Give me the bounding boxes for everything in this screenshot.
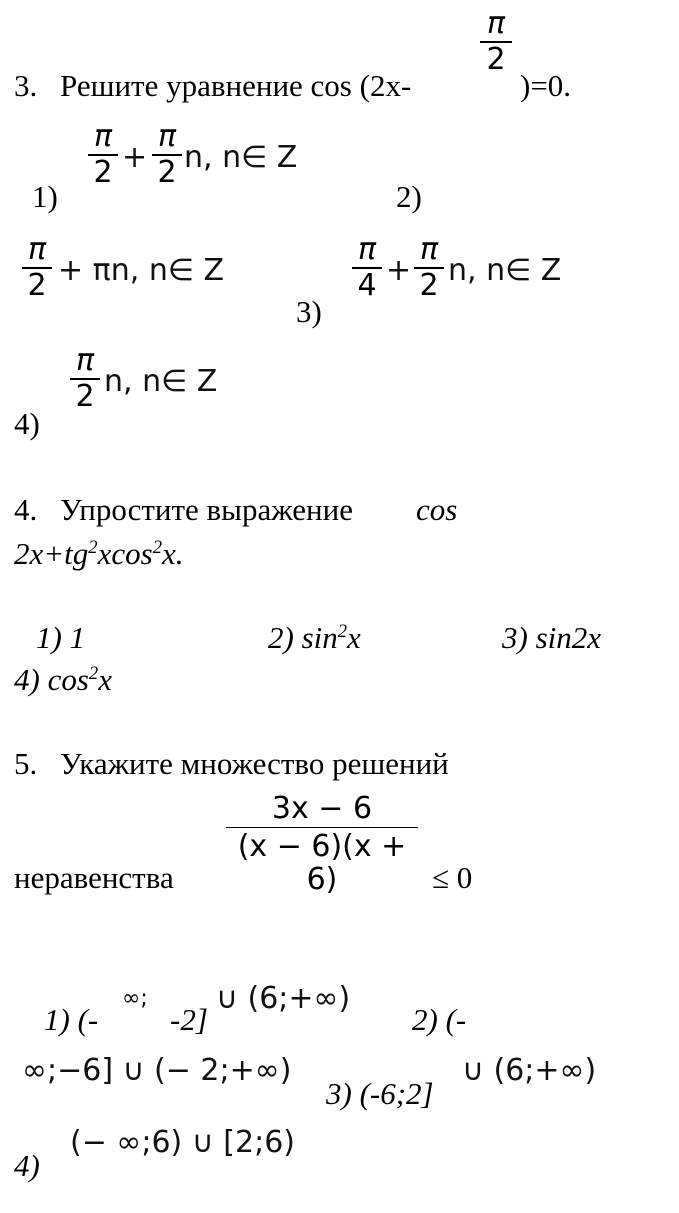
q3-option-1-frac-b: [152, 121, 182, 188]
q3-option-1-label: 1): [32, 179, 58, 214]
q4-number: 4.: [14, 492, 38, 527]
q4-option-1: 1) 1: [36, 620, 86, 655]
option-text: x: [98, 662, 112, 697]
q5-frac-den: (x − 6)(x + 6): [237, 829, 407, 897]
q3-option-4-frac: [70, 345, 100, 412]
superscript: 2: [88, 536, 98, 558]
q3-option-1-frac-a: [88, 121, 118, 188]
q5-option-3-b: ∪ (6;+∞): [462, 1053, 597, 1088]
frac-den: 2: [93, 154, 113, 190]
q3-option-3-plus: +: [386, 253, 412, 288]
q4-expr-line2: [14, 538, 184, 569]
option-text: 4) cos: [14, 662, 89, 697]
expr-part: xcos: [97, 536, 153, 571]
q5-number: 5.: [14, 746, 38, 781]
superscript: 2: [152, 536, 162, 558]
q4-option-3: 3) sin2x: [502, 620, 602, 655]
q4-option-4: [14, 664, 112, 695]
fraction-bar: [226, 827, 418, 828]
q3-option-3-label: 3): [296, 294, 322, 329]
q3-eq-tail: )=0.: [520, 68, 572, 103]
q5-option-2-b: ∞;−6] ∪ (− 2;+∞): [22, 1053, 292, 1088]
option-text: x: [347, 620, 361, 655]
q3-option-3-frac-a: [352, 234, 382, 301]
q3-option-4-tail: n, n∈ Z: [104, 364, 218, 399]
q3-text: Решите уравнение cos (2x-: [60, 68, 412, 103]
q5-option-2-a: 2) (-: [412, 1002, 467, 1037]
q5-option-1-c: ∪ (6;+∞): [216, 981, 351, 1016]
q5-ineq-sign: ≤ 0: [432, 860, 473, 895]
frac-num: π: [93, 119, 113, 154]
q5-option-1-inf: ∞;: [122, 986, 148, 1011]
frac-den: 2: [75, 378, 95, 414]
superscript: 2: [337, 620, 348, 642]
q5-option-1-a: 1) (-: [44, 1002, 99, 1037]
q3-option-1-tail: n, n∈ Z: [184, 140, 298, 175]
q3-option-3-frac-b: [414, 234, 444, 301]
q4-option-2: [268, 622, 361, 653]
q3-eq-fraction: [480, 8, 512, 75]
frac-num: π: [75, 343, 95, 378]
option-text: 2) sin: [268, 620, 338, 655]
frac-num: π: [419, 232, 439, 267]
frac-num: π: [27, 232, 47, 267]
q4-expr-line1: cos: [416, 492, 458, 527]
q3-number: 3.: [14, 68, 38, 103]
q5-option-4-b: (− ∞;6) ∪ [2;6): [70, 1125, 295, 1160]
q3-option-2-tail: + πn, n∈ Z: [58, 253, 225, 288]
q5-text: Укажите множество решений: [60, 746, 449, 781]
q4-text: Упростите выражение: [60, 492, 353, 527]
q5-option-3-a: 3) (-6;2]: [326, 1076, 434, 1111]
q3-eq-num: π: [486, 6, 506, 41]
frac-den: 2: [419, 267, 439, 303]
frac-den: 2: [27, 267, 47, 303]
expr-part: x.: [161, 536, 184, 571]
q3-eq-den: 2: [486, 41, 506, 77]
superscript: 2: [88, 662, 99, 684]
frac-num: π: [157, 119, 177, 154]
frac-den: 4: [357, 267, 377, 303]
q5-frac-num: 3x − 6: [271, 791, 373, 826]
q5-ineq-word: неравенства: [14, 860, 174, 895]
q5-option-4-label: 4): [14, 1148, 40, 1183]
q3-option-2-label: 2): [396, 179, 422, 214]
q3-option-4-label: 4): [14, 406, 40, 441]
q5-option-1-b: -2]: [170, 1002, 208, 1037]
q3-option-3-tail: n, n∈ Z: [448, 253, 562, 288]
frac-num: π: [357, 232, 377, 267]
q3-option-1-plus: +: [122, 140, 148, 175]
expr-part: 2x+tg: [14, 536, 89, 571]
q5-fraction: [226, 792, 418, 896]
frac-den: 2: [157, 154, 177, 190]
q3-option-2-frac: [22, 234, 52, 301]
